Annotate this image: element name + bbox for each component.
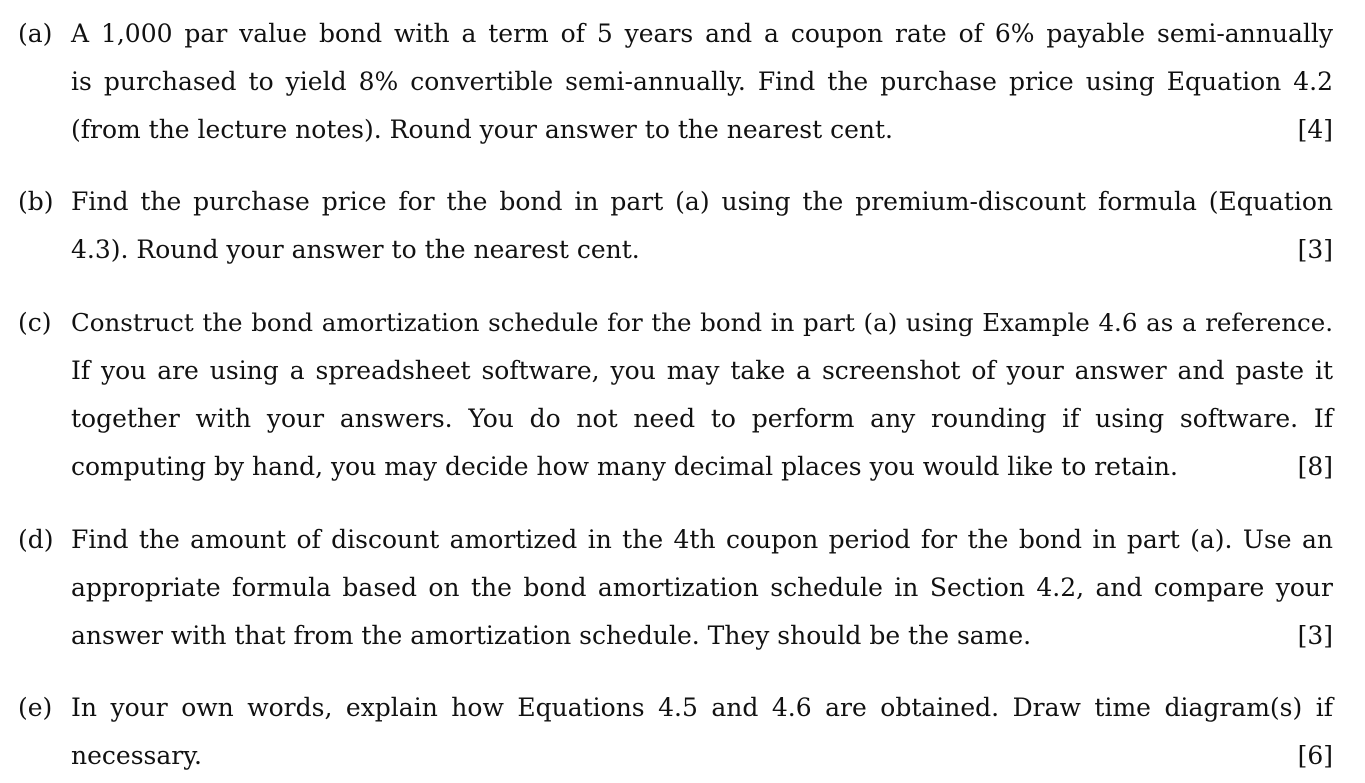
question-line: A 1,000 par value bond with a term of 5 years and a coupon rate of 6% payable semi-annually <box>71 19 1333 48</box>
question-line: (from the lecture notes). Round your answer to the nearest cent. <box>71 115 893 144</box>
question-line: If you are using a spreadsheet software, you may take a screenshot of your answer and paste it <box>71 356 1333 385</box>
marks-label: [8] <box>1297 452 1333 481</box>
question-line: computing by hand, you may decide how many decimal places you would like to retain. <box>71 452 1178 481</box>
question-last-line <box>71 443 1333 491</box>
question-text <box>71 516 1333 660</box>
question-text <box>71 178 1333 274</box>
question-line: In your own words, explain how Equations 4.5 and 4.6 are obtained. Draw time diagram(s) if <box>71 693 1333 722</box>
marks-label: [3] <box>1297 235 1333 264</box>
question-last-line <box>71 106 1333 154</box>
question-line: Construct the bond amortization schedule for the bond in part (a) using Example 4.6 as a reference. <box>71 308 1333 337</box>
question-line: answer with that from the amortization schedule. They should be the same. <box>71 621 1032 650</box>
question-last-line <box>71 732 1333 780</box>
question-label: (c) <box>18 308 52 337</box>
question-last-line <box>71 612 1333 660</box>
marks-label: [6] <box>1297 741 1333 770</box>
question-line: Find the amount of discount amortized in the 4th coupon period for the bond in part (a). Use an <box>71 525 1333 554</box>
question-text <box>71 684 1333 780</box>
question-line: appropriate formula based on the bond amortization schedule in Section 4.2, and compare your <box>71 573 1333 602</box>
question-line: 4.3). Round your answer to the nearest cent. <box>71 235 640 264</box>
question-text <box>71 299 1333 491</box>
question-line: together with your answers. You do not need to perform any rounding if using software. If <box>71 404 1333 433</box>
question-line: Find the purchase price for the bond in part (a) using the premium-discount formula (Equation <box>71 187 1333 216</box>
question-label: (b) <box>18 187 54 216</box>
question-label: (a) <box>18 19 53 48</box>
question-line: necessary. <box>71 741 202 770</box>
question-label: (e) <box>18 693 53 722</box>
question-label: (d) <box>18 525 54 554</box>
question-text <box>71 10 1333 154</box>
marks-label: [3] <box>1297 621 1333 650</box>
marks-label: [4] <box>1297 115 1333 144</box>
question-line: is purchased to yield 8% convertible semi-annually. Find the purchase price using Equation 4.2 <box>71 67 1333 96</box>
question-last-line <box>71 226 1333 274</box>
